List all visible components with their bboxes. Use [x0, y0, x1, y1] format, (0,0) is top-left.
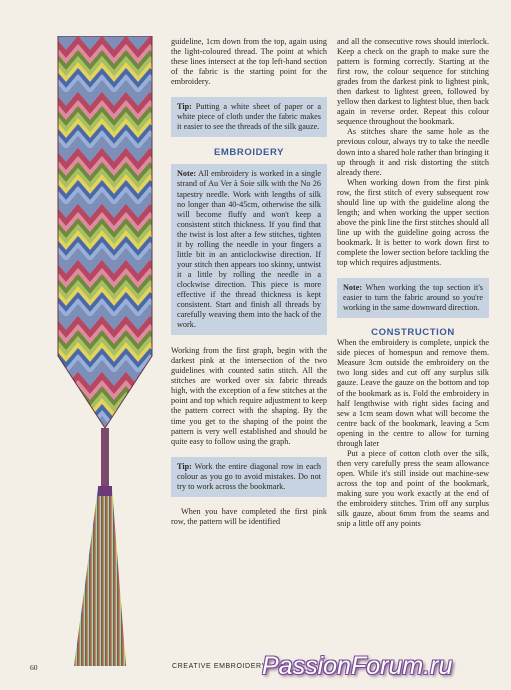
note-text: When working the top section it's easier to turn the fabric around so you're working in the same downward direction. — [343, 283, 483, 313]
body-paragraph: As stitches share the same hole as the previous colour, always try to take the needle down into a shared hole rather than bringing it up through it and risk distorting the stitch already there. — [337, 127, 489, 177]
column-left — [171, 37, 327, 527]
body-paragraph: When the embroidery is complete, unpick the side pieces of homespun and remove them. Measure 3cm outside the embroidery on the two long sides and cut off any surplus silk gauze. Leave the gauze on the bottom and top of the bookmark as is. Fold the embroidery in half lengthwise with right sides facing and sew a 1cm seam down what will become the centre back of the bookmark, leaving a 5cm opening in the centre to allow for turning through later — [337, 338, 489, 448]
tip-text: Work the entire diagonal row in each colour as you go to avoid mistakes. Do not try to work across the bookmark. — [177, 461, 321, 491]
body-paragraph: Put a piece of cotton cloth over the silk, then very carefully press the seam allowance open. While it's still inside out machine-sew across the top and point of the bookmark, making sure you work exactly at the end of the embroidery stitches. Trim off any surplus silk gauze, about 6mm from the seams and snip a little off any points — [337, 448, 489, 529]
note-label: Note: — [343, 283, 363, 293]
tip-box — [171, 457, 327, 497]
note-label: Note: — [177, 169, 197, 179]
note-box — [171, 164, 327, 335]
magazine-title: CREATIVE EMBROIDERY — [172, 663, 267, 670]
note-box — [337, 278, 489, 318]
tip-box — [171, 97, 327, 137]
watermark: PassionForum.ru — [262, 652, 453, 680]
embroidered-bookmark-photo — [54, 36, 156, 666]
section-heading-construction: CONSTRUCTION — [371, 327, 455, 339]
note-text: All embroidery is worked in a single strand of Au Ver à Soie silk with the No 26 tapestry needle. Work with lengths of silk no longer than 40-45cm, otherwise the silk will become fluffy and won't keep a consistent stitch thickness. If you find that the twist is lost after a few stitches, tighten it by rolling the needle in your fingers a little bit in an anticlockwise direction. If your stitch then appears too skinny, untwist it a little by rolling the needle in a clockwise direction. This piece is more effective if the thread thickness is kept consistent. Start and finish all threads by carefully weaving them into the back of the work. — [177, 169, 321, 330]
section-heading-embroidery: EMBROIDERY — [213, 147, 285, 159]
page-number: 60 — [30, 663, 38, 672]
column-right — [337, 37, 489, 529]
body-paragraph: and all the consecutive rows should interlock. Keep a check on the graph to make sure the pattern is forming correctly. Starting at the first row, the colour sequence for stitching grades from the darkest pink to lightest pink, then darkest to lightest green, followed by yellow then darkest to lightest blue, then back again in reverse order. Repeat this colour sequence throughout the bookmark. — [337, 37, 489, 127]
tip-label: Tip: — [177, 102, 192, 112]
body-paragraph: guideline, 1cm down from the top, again using the light-coloured thread. The point at which these lines intersect at the top left-hand section of the fabric is the starting point for the embroidery. — [171, 37, 327, 87]
body-paragraph: When you have completed the first pink row, the pattern will be identified — [171, 506, 327, 526]
body-paragraph: When working down from the first pink row, the first stitch of every subsequent row should line up with the guideline along the length; and when working the upper section above the pink line the first stitches should all line up with the guideline going across the bookmark. It is better to work down first to complete the lower section before tackling the top which requires adjustments. — [337, 177, 489, 268]
tip-text: Putting a white sheet of paper or a white piece of cloth under the fabric makes it easier to see the threads of the silk gauze. — [177, 102, 321, 132]
tip-label: Tip: — [177, 461, 192, 471]
body-paragraph: Working from the first graph, begin with the darkest pink at the intersection of the two guidelines with counted satin stitch. All the stitches are worked over six fabric threads high, with the exception of a few stitches at the point and top which require adjustment to keep the pattern correct with the shaping. By the time you get to the shaping of the point the pattern is very well established and should be quite easy to follow using the graph. — [171, 346, 327, 446]
